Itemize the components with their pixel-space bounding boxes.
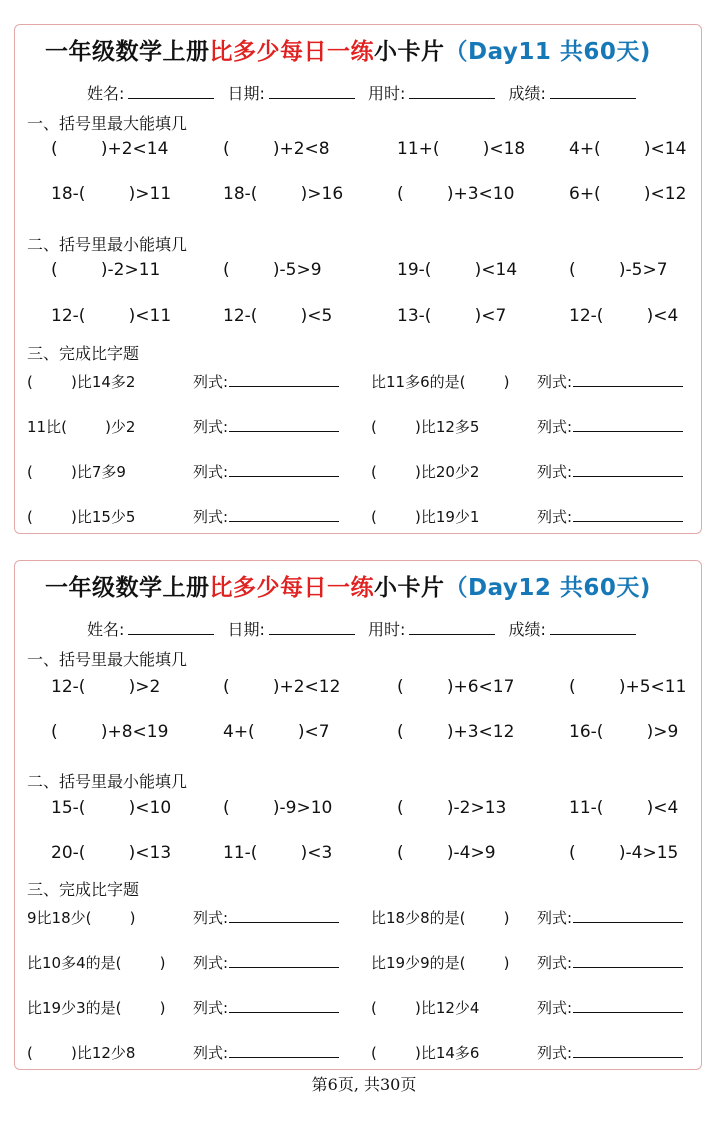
score-label: 成绩: xyxy=(508,84,546,103)
section1-row xyxy=(15,139,703,163)
answer-blank[interactable] xyxy=(573,417,683,432)
answer-label: 列式: xyxy=(537,508,573,526)
answer-blank[interactable] xyxy=(573,462,683,477)
title-part-card: 小卡片 xyxy=(374,39,445,65)
equation-item[interactable]: 12-( )<11 xyxy=(51,306,172,326)
date-blank[interactable] xyxy=(269,620,355,635)
title-part-card: 小卡片 xyxy=(374,575,445,601)
answer-blank[interactable] xyxy=(229,953,339,968)
equation-item[interactable]: 13-( )<7 xyxy=(397,306,507,326)
score-blank[interactable] xyxy=(550,620,636,635)
answer-blank[interactable] xyxy=(229,417,339,432)
word-problem[interactable]: ( )比14多6 xyxy=(371,1044,480,1062)
section1-row xyxy=(15,677,703,701)
section2-row xyxy=(15,843,703,867)
section3-heading: 三、完成比字题 xyxy=(27,880,140,899)
answer-label: 列式: xyxy=(537,1044,573,1062)
answer-field[interactable] xyxy=(193,461,339,482)
title-part-day: （Day12 共60天) xyxy=(444,575,651,601)
answer-field[interactable] xyxy=(193,1042,339,1063)
section1-heading: 一、括号里最大能填几 xyxy=(27,650,188,669)
equation-item[interactable]: 6+( )<12 xyxy=(569,184,687,204)
equation-item[interactable]: ( )+2<12 xyxy=(223,677,341,697)
equation-item[interactable]: 18-( )>16 xyxy=(223,184,344,204)
answer-blank[interactable] xyxy=(229,462,339,477)
name-field[interactable] xyxy=(87,81,214,104)
equation-item[interactable]: 12-( )<5 xyxy=(223,306,333,326)
name-label: 姓名: xyxy=(87,620,125,639)
answer-blank[interactable] xyxy=(573,998,683,1013)
answer-label: 列式: xyxy=(193,508,229,526)
section3-row xyxy=(15,1042,703,1064)
answer-blank[interactable] xyxy=(573,953,683,968)
date-blank[interactable] xyxy=(269,84,355,99)
equation-item[interactable]: 11-( )<3 xyxy=(223,843,333,863)
equation-item[interactable]: 20-( )<13 xyxy=(51,843,172,863)
date-label: 日期: xyxy=(227,620,265,639)
answer-field[interactable] xyxy=(537,1042,683,1063)
name-blank[interactable] xyxy=(128,84,214,99)
answer-field[interactable] xyxy=(537,416,683,437)
time-field[interactable] xyxy=(368,617,495,640)
time-blank[interactable] xyxy=(409,620,495,635)
answer-label: 列式: xyxy=(537,418,573,436)
answer-field[interactable] xyxy=(193,997,339,1018)
answer-blank[interactable] xyxy=(229,908,339,923)
word-problem[interactable]: 比19少3的是( ) xyxy=(27,999,166,1017)
answer-blank[interactable] xyxy=(573,908,683,923)
equation-item[interactable]: 12-( )>2 xyxy=(51,677,161,697)
equation-item[interactable]: ( )+2<8 xyxy=(223,139,330,159)
answer-label: 列式: xyxy=(193,463,229,481)
equation-item[interactable]: ( )-5>9 xyxy=(223,260,322,280)
equation-item[interactable]: 15-( )<10 xyxy=(51,798,172,818)
answer-blank[interactable] xyxy=(229,372,339,387)
answer-field[interactable] xyxy=(537,997,683,1018)
section2-heading: 二、括号里最小能填几 xyxy=(27,235,188,254)
word-problem[interactable]: ( )比7多9 xyxy=(27,463,126,481)
section3-row xyxy=(15,997,703,1019)
section2-row xyxy=(15,260,703,284)
card-title xyxy=(45,569,651,602)
equation-item[interactable]: ( )+8<19 xyxy=(51,722,169,742)
word-problem[interactable]: 11比( )少2 xyxy=(27,418,136,436)
name-blank[interactable] xyxy=(128,620,214,635)
answer-field[interactable] xyxy=(537,461,683,482)
section2-row xyxy=(15,306,703,330)
answer-label: 列式: xyxy=(537,373,573,391)
word-problem[interactable]: 比18少8的是( ) xyxy=(371,909,510,927)
answer-blank[interactable] xyxy=(573,1043,683,1058)
equation-item[interactable]: 11-( )<4 xyxy=(569,798,679,818)
section1-row xyxy=(15,722,703,746)
equation-item[interactable]: ( )-5>7 xyxy=(569,260,668,280)
answer-field[interactable] xyxy=(193,416,339,437)
section2-row xyxy=(15,798,703,822)
word-problem[interactable]: 比11多6的是( ) xyxy=(371,373,510,391)
section3-row xyxy=(15,907,703,929)
word-problem[interactable]: ( )比14多2 xyxy=(27,373,136,391)
answer-label: 列式: xyxy=(193,954,229,972)
section3-row xyxy=(15,952,703,974)
equation-item[interactable]: ( )+3<10 xyxy=(397,184,515,204)
answer-label: 列式: xyxy=(193,909,229,927)
page-footer: 第6页, 共30页 xyxy=(311,1075,417,1094)
equation-item[interactable]: ( )-4>15 xyxy=(569,843,679,863)
answer-field[interactable] xyxy=(537,371,683,392)
time-label: 用时: xyxy=(368,620,406,639)
equation-item[interactable]: ( )-2>11 xyxy=(51,260,161,280)
word-problem[interactable]: 9比18少( ) xyxy=(27,909,136,927)
name-label: 姓名: xyxy=(87,84,125,103)
equation-item[interactable]: 12-( )<4 xyxy=(569,306,679,326)
date-label: 日期: xyxy=(227,84,265,103)
word-problem[interactable]: ( )比12多5 xyxy=(371,418,480,436)
time-field[interactable] xyxy=(368,81,495,104)
title-part-grade: 一年级数学上册 xyxy=(45,39,210,65)
section1-row xyxy=(15,184,703,208)
title-part-topic: 比多少每日一练 xyxy=(209,575,374,601)
word-problem[interactable]: ( )比20少2 xyxy=(371,463,480,481)
answer-field[interactable] xyxy=(193,506,339,527)
equation-item[interactable]: 11+( )<18 xyxy=(397,139,526,159)
answer-blank[interactable] xyxy=(229,507,339,522)
answer-field[interactable] xyxy=(193,952,339,973)
time-blank[interactable] xyxy=(409,84,495,99)
word-problem[interactable]: ( )比19少1 xyxy=(371,508,480,526)
title-part-topic: 比多少每日一练 xyxy=(209,39,374,65)
answer-blank[interactable] xyxy=(229,1043,339,1058)
date-field[interactable] xyxy=(228,617,355,640)
section1-heading: 一、括号里最大能填几 xyxy=(27,114,188,133)
answer-label: 列式: xyxy=(537,954,573,972)
equation-item[interactable]: 18-( )>11 xyxy=(51,184,172,204)
equation-item[interactable]: ( )+2<14 xyxy=(51,139,169,159)
equation-item[interactable]: ( )-2>13 xyxy=(397,798,507,818)
score-field[interactable] xyxy=(509,81,636,104)
answer-field[interactable] xyxy=(537,907,683,928)
equation-item[interactable]: ( )+5<11 xyxy=(569,677,687,697)
card-title xyxy=(45,33,651,66)
section3-row xyxy=(15,506,703,528)
equation-item[interactable]: ( )+6<17 xyxy=(397,677,515,697)
answer-field[interactable] xyxy=(537,952,683,973)
equation-item[interactable]: ( )-9>10 xyxy=(223,798,333,818)
title-part-day: （Day11 共60天) xyxy=(444,39,651,65)
equation-item[interactable]: 19-( )<14 xyxy=(397,260,518,280)
answer-label: 列式: xyxy=(537,463,573,481)
section3-row xyxy=(15,416,703,438)
practice-card-day12 xyxy=(14,560,702,1070)
score-label: 成绩: xyxy=(508,620,546,639)
title-part-grade: 一年级数学上册 xyxy=(45,575,210,601)
time-label: 用时: xyxy=(368,84,406,103)
answer-label: 列式: xyxy=(193,418,229,436)
section2-heading: 二、括号里最小能填几 xyxy=(27,772,188,791)
score-field[interactable] xyxy=(509,617,636,640)
section3-row xyxy=(15,461,703,483)
answer-blank[interactable] xyxy=(573,507,683,522)
score-blank[interactable] xyxy=(550,84,636,99)
word-problem[interactable]: 比19少9的是( ) xyxy=(371,954,510,972)
equation-item[interactable]: 4+( )<14 xyxy=(569,139,687,159)
answer-label: 列式: xyxy=(193,999,229,1017)
answer-field[interactable] xyxy=(537,506,683,527)
answer-field[interactable] xyxy=(193,371,339,392)
section3-row xyxy=(15,371,703,393)
student-info-row xyxy=(87,617,644,640)
word-problem[interactable]: 比10多4的是( ) xyxy=(27,954,166,972)
answer-field[interactable] xyxy=(193,907,339,928)
section3-heading: 三、完成比字题 xyxy=(27,344,140,363)
date-field[interactable] xyxy=(228,81,355,104)
word-problem[interactable]: ( )比15少5 xyxy=(27,508,136,526)
student-info-row xyxy=(87,81,644,104)
answer-label: 列式: xyxy=(537,999,573,1017)
equation-item[interactable]: 16-( )>9 xyxy=(569,722,679,742)
answer-label: 列式: xyxy=(537,909,573,927)
name-field[interactable] xyxy=(87,617,214,640)
answer-label: 列式: xyxy=(193,373,229,391)
answer-blank[interactable] xyxy=(573,372,683,387)
word-problem[interactable]: ( )比12少8 xyxy=(27,1044,136,1062)
answer-label: 列式: xyxy=(193,1044,229,1062)
word-problem[interactable]: ( )比12少4 xyxy=(371,999,480,1017)
equation-item[interactable]: ( )-4>9 xyxy=(397,843,496,863)
equation-item[interactable]: ( )+3<12 xyxy=(397,722,515,742)
practice-card-day11 xyxy=(14,24,702,534)
answer-blank[interactable] xyxy=(229,998,339,1013)
equation-item[interactable]: 4+( )<7 xyxy=(223,722,330,742)
